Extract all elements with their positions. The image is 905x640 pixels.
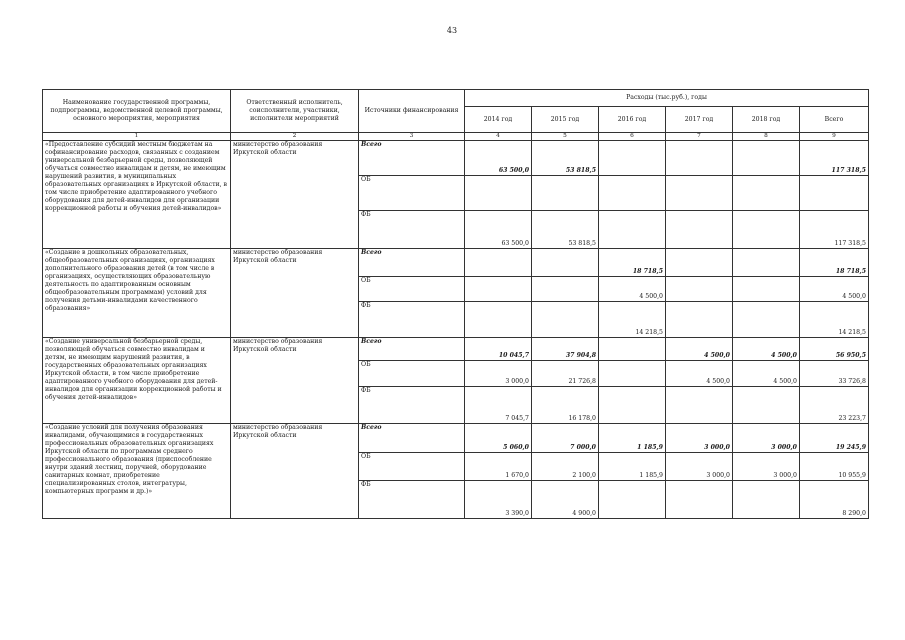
- value-cell: 63 500,0: [465, 211, 532, 249]
- column-number: 1: [43, 133, 231, 141]
- value-cell: 37 904,8: [532, 338, 599, 361]
- funding-source-cell: ОБ: [359, 176, 465, 211]
- value-cell: [733, 302, 800, 338]
- value-cell: [532, 277, 599, 302]
- funding-source-cell: ФБ: [359, 481, 465, 519]
- value-cell: [599, 338, 666, 361]
- column-number: 8: [733, 133, 800, 141]
- funding-source-cell: Всего: [359, 424, 465, 453]
- funding-source-cell: ФБ: [359, 211, 465, 249]
- value-cell: 23 223,7: [800, 387, 869, 424]
- measure-block: [43, 424, 869, 519]
- value-cell: 3 000,0: [733, 424, 800, 453]
- value-cell: 16 178,0: [532, 387, 599, 424]
- value-cell: [733, 141, 800, 176]
- value-cell: [532, 176, 599, 211]
- value-cell: [666, 249, 733, 277]
- value-cell: 117 318,5: [800, 141, 869, 176]
- header-year-2016: 2016 год: [599, 107, 666, 133]
- value-cell: [733, 176, 800, 211]
- funding-source-cell: Всего: [359, 338, 465, 361]
- value-cell: 4 500,0: [733, 361, 800, 387]
- value-cell: 4 500,0: [800, 277, 869, 302]
- value-cell: [465, 176, 532, 211]
- value-cell: 7 000,0: [532, 424, 599, 453]
- value-cell: 10 045,7: [465, 338, 532, 361]
- value-cell: 53 818,5: [532, 211, 599, 249]
- value-cell: [666, 141, 733, 176]
- value-cell: 63 500,0: [465, 141, 532, 176]
- value-cell: 53 818,5: [532, 141, 599, 176]
- funding-source-cell: ОБ: [359, 277, 465, 302]
- value-cell: [599, 176, 666, 211]
- value-cell: 5 060,0: [465, 424, 532, 453]
- value-cell: 2 100,0: [532, 453, 599, 481]
- value-cell: [599, 361, 666, 387]
- funding-source-cell: ФБ: [359, 387, 465, 424]
- value-cell: [666, 176, 733, 211]
- value-cell: [733, 211, 800, 249]
- value-cell: [733, 249, 800, 277]
- value-cell: [599, 211, 666, 249]
- funding-source-cell: Всего: [359, 249, 465, 277]
- value-cell: 3 390,0: [465, 481, 532, 519]
- value-cell: 33 726,8: [800, 361, 869, 387]
- header-year-2017: 2017 год: [666, 107, 733, 133]
- value-cell: 14 218,5: [599, 302, 666, 338]
- column-number: 2: [231, 133, 359, 141]
- value-cell: [465, 302, 532, 338]
- value-cell: [666, 211, 733, 249]
- page-number: 43: [446, 26, 458, 35]
- header-year-2015: 2015 год: [532, 107, 599, 133]
- table-header: [43, 90, 869, 141]
- funding-source-cell: Всего: [359, 141, 465, 176]
- column-number: 4: [465, 133, 532, 141]
- value-cell: [666, 302, 733, 338]
- value-cell: 19 245,9: [800, 424, 869, 453]
- measure-name: «Создание универсальной безбарьерной среды, позволяющей обучаться совместно инвалидам и детям, не имеющим нарушений развития, в государственных образовательных организациях Иркутской области, в том числе приобретение адаптированного учебного оборудования для детей-инвалидов для организации коррекционной работы и обучения детей-инвалидов»: [43, 338, 231, 424]
- column-number: 5: [532, 133, 599, 141]
- value-cell: [532, 249, 599, 277]
- column-number: 6: [599, 133, 666, 141]
- value-cell: [465, 277, 532, 302]
- value-cell: 4 500,0: [666, 338, 733, 361]
- value-cell: 4 500,0: [733, 338, 800, 361]
- value-cell: [733, 277, 800, 302]
- column-number-row: [43, 133, 869, 141]
- value-cell: [666, 481, 733, 519]
- value-cell: 1 185,9: [599, 453, 666, 481]
- budget-table: [42, 89, 869, 519]
- column-number: 9: [800, 133, 869, 141]
- value-cell: [733, 387, 800, 424]
- funding-source-cell: ФБ: [359, 302, 465, 338]
- value-cell: [532, 302, 599, 338]
- measure-block: [43, 249, 869, 338]
- value-cell: [599, 387, 666, 424]
- value-cell: 117 318,5: [800, 211, 869, 249]
- value-cell: 4 900,0: [532, 481, 599, 519]
- value-cell: [800, 176, 869, 211]
- measure-name: «Создание условий для получения образования инвалидами, обучающимися в государственных профессиональных образовательных организациях Иркутской области по программам среднего профессионального образования (приспособление внутри зданий лестниц, поручней, оборудование санитарных комнат, приобретение специализированных столов, интегратуры, компьютерных программ и др.)»: [43, 424, 231, 519]
- table-row-total: [43, 338, 869, 361]
- funding-source-cell: ОБ: [359, 361, 465, 387]
- value-cell: 7 045,7: [465, 387, 532, 424]
- value-cell: 4 500,0: [599, 277, 666, 302]
- value-cell: 3 000,0: [666, 424, 733, 453]
- measure-name: «Создание в дошкольных образовательных, общеобразовательных организациях, организациях дополнительного образования детей (в том числе в организациях, осуществляющих образовательную деятельность по адаптированным основным общеобразовательным программам) условий для получения детьми-инвалидами качественного образования»: [43, 249, 231, 338]
- value-cell: 21 726,8: [532, 361, 599, 387]
- value-cell: 56 950,5: [800, 338, 869, 361]
- value-cell: 1 185,9: [599, 424, 666, 453]
- column-number: 7: [666, 133, 733, 141]
- value-cell: [666, 277, 733, 302]
- value-cell: 4 500,0: [666, 361, 733, 387]
- value-cell: 3 000,0: [666, 453, 733, 481]
- value-cell: [733, 481, 800, 519]
- measure-block: [43, 141, 869, 249]
- measure-block: [43, 338, 869, 424]
- value-cell: 3 000,0: [733, 453, 800, 481]
- header-executor: Ответственный исполнитель, соисполнители, участники, исполнители мероприятий: [231, 90, 359, 133]
- measure-name: «Предоставление субсидий местным бюджетам на софинансирование расходов, связанных с созданием универсальной безбарьерной среды, позволяющей обучаться совместно инвалидам и детям, не имеющим нарушений развития, в муниципальных образовательных организациях в Иркутской области, в том числе приобретение адаптированного учебного оборудования для детей-инвалидов для организации коррекционной работы и обучения детей-инвалидов»: [43, 141, 231, 249]
- measure-executor: министерство образования Иркутской области: [231, 249, 359, 338]
- value-cell: 10 955,9: [800, 453, 869, 481]
- value-cell: [666, 387, 733, 424]
- value-cell: 14 218,5: [800, 302, 869, 338]
- funding-source-cell: ОБ: [359, 453, 465, 481]
- header-total: Всего: [800, 107, 869, 133]
- header-year-2014: 2014 год: [465, 107, 532, 133]
- header-expenses: Расходы (тыс.руб.), годы: [465, 90, 869, 107]
- value-cell: 8 290,0: [800, 481, 869, 519]
- value-cell: 18 718,5: [599, 249, 666, 277]
- value-cell: [465, 249, 532, 277]
- value-cell: 3 000,0: [465, 361, 532, 387]
- header-year-2018: 2018 год: [733, 107, 800, 133]
- value-cell: 1 670,0: [465, 453, 532, 481]
- measure-executor: министерство образования Иркутской области: [231, 141, 359, 249]
- header-funding-source: Источники финансирования: [359, 90, 465, 133]
- measure-executor: министерство образования Иркутской области: [231, 338, 359, 424]
- value-cell: [599, 141, 666, 176]
- value-cell: 18 718,5: [800, 249, 869, 277]
- value-cell: [599, 481, 666, 519]
- table-row-total: [43, 424, 869, 453]
- measure-executor: министерство образования Иркутской области: [231, 424, 359, 519]
- column-number: 3: [359, 133, 465, 141]
- header-program-name: Наименование государственной программы, подпрограммы, ведомственной целевой программы, основного мероприятия, мероприятия: [43, 90, 231, 133]
- table-row-total: [43, 141, 869, 176]
- table-row-total: [43, 249, 869, 277]
